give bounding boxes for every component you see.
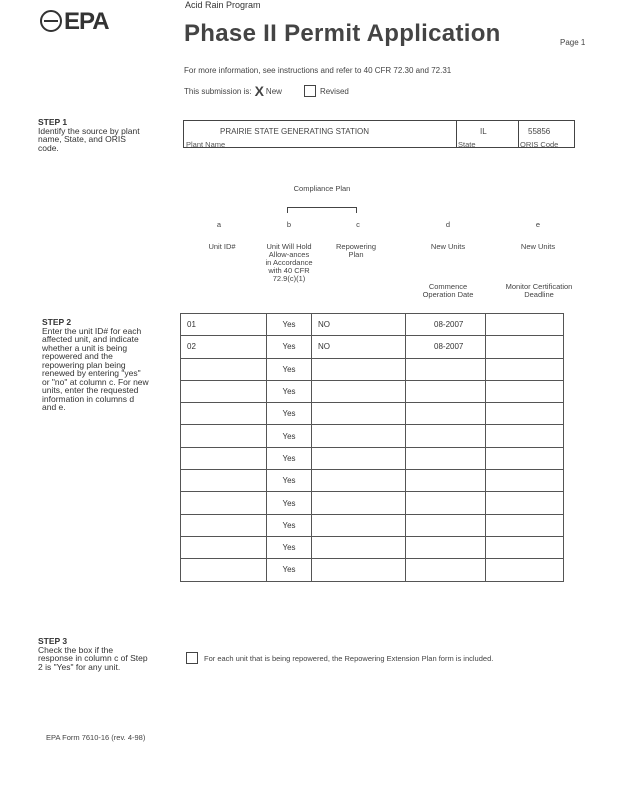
revised-checkbox[interactable] — [304, 85, 316, 97]
monitor-deadline-cell[interactable] — [486, 447, 564, 469]
hold-allowances-cell[interactable]: Yes — [267, 514, 312, 536]
commence-date-cell[interactable] — [406, 470, 486, 492]
hold-allowances-cell[interactable]: Yes — [267, 380, 312, 402]
table-row — [181, 358, 564, 380]
table-row — [181, 514, 564, 536]
monitor-deadline-cell[interactable] — [486, 559, 564, 581]
unit-id-cell[interactable] — [181, 425, 267, 447]
table-row — [181, 314, 564, 336]
table-row — [181, 492, 564, 514]
repowering-cell[interactable] — [312, 447, 406, 469]
col-letter-e: e — [535, 220, 541, 229]
commence-date-cell[interactable] — [406, 559, 486, 581]
col-letter-b: b — [286, 220, 292, 229]
commence-date-cell[interactable] — [406, 514, 486, 536]
repowering-cell[interactable] — [312, 403, 406, 425]
program-name: Acid Rain Program — [185, 0, 261, 10]
unit-id-cell[interactable] — [181, 536, 267, 558]
hold-allowances-cell[interactable]: Yes — [267, 447, 312, 469]
logo-text: EPA — [64, 8, 109, 35]
unit-id-cell[interactable] — [181, 492, 267, 514]
commence-date-cell[interactable] — [406, 425, 486, 447]
hold-allowances-cell[interactable]: Yes — [267, 470, 312, 492]
table-row — [181, 425, 564, 447]
monitor-deadline-cell[interactable] — [486, 358, 564, 380]
unit-id-cell[interactable]: 01 — [181, 314, 267, 336]
new-check-mark[interactable]: X — [254, 83, 264, 99]
step1-heading: STEP 1 — [38, 117, 68, 127]
commence-date-cell[interactable]: 08-2007 — [406, 314, 486, 336]
monitor-deadline-cell[interactable] — [486, 514, 564, 536]
state-value: IL — [480, 127, 487, 136]
submission-label: This submission is: — [184, 86, 252, 96]
unit-id-cell[interactable] — [181, 358, 267, 380]
monitor-deadline-cell[interactable] — [486, 470, 564, 492]
col-subheader-monitor: Monitor Certification Deadline — [505, 282, 573, 299]
commence-date-cell[interactable] — [406, 403, 486, 425]
monitor-deadline-cell[interactable] — [486, 425, 564, 447]
hold-allowances-cell[interactable]: Yes — [267, 403, 312, 425]
col-header-repowering-plan: Repowering Plan — [335, 242, 377, 259]
step1-instructions — [38, 118, 148, 152]
hold-allowances-cell[interactable]: Yes — [267, 492, 312, 514]
commence-date-cell[interactable] — [406, 358, 486, 380]
unit-id-cell[interactable] — [181, 380, 267, 402]
state-label: State — [458, 140, 476, 149]
hold-allowances-cell[interactable]: Yes — [267, 536, 312, 558]
table-row — [181, 536, 564, 558]
commence-date-cell[interactable] — [406, 447, 486, 469]
unit-id-cell[interactable] — [181, 447, 267, 469]
form-number: EPA Form 7610-16 (rev. 4-98) — [46, 733, 146, 742]
hold-allowances-cell[interactable]: Yes — [267, 559, 312, 581]
oris-value: 55856 — [528, 127, 551, 136]
commence-date-cell[interactable] — [406, 492, 486, 514]
step2-instructions — [42, 318, 150, 412]
col-header-new-units-e: New Units — [520, 242, 556, 251]
repowering-cell[interactable] — [312, 358, 406, 380]
commence-date-cell[interactable] — [406, 536, 486, 558]
page-number: Page 1 — [560, 38, 586, 47]
col-header-hold-allowances: Unit Will Hold Allow-ances in Accordance with 40 CFR 72.9(c)(1) — [265, 242, 313, 283]
table-row — [181, 380, 564, 402]
col-header-new-units-d: New Units — [430, 242, 466, 251]
step1-text: Identify the source by plant name, State, and ORIS code. — [38, 125, 140, 153]
monitor-deadline-cell[interactable] — [486, 380, 564, 402]
hold-allowances-cell[interactable]: Yes — [267, 314, 312, 336]
unit-id-cell[interactable] — [181, 403, 267, 425]
plant-name-value: PRAIRIE STATE GENERATING STATION — [220, 127, 370, 136]
table-row — [181, 336, 564, 358]
step3-text: Check the box if the response in column c of Step 2 is "Yes" for any unit. — [38, 644, 148, 672]
table-row — [181, 470, 564, 492]
submission-type — [184, 83, 349, 99]
commence-date-cell[interactable] — [406, 380, 486, 402]
step2-heading: STEP 2 — [42, 317, 72, 327]
repowering-extension-checkbox[interactable] — [186, 652, 198, 664]
repowering-cell[interactable] — [312, 380, 406, 402]
epa-logo — [40, 8, 109, 36]
table-row — [181, 403, 564, 425]
plant-name-label: Plant Name — [186, 140, 226, 149]
oris-cell[interactable] — [518, 121, 573, 147]
col-letter-d: d — [445, 220, 451, 229]
col-subheader-commence: Commence Operation Date — [422, 282, 474, 299]
compliance-plan-bracket — [287, 207, 357, 213]
new-label: New — [265, 86, 282, 96]
info-text: For more information, see instructions and refer to 40 CFR 72.30 and 72.31 — [184, 66, 452, 75]
plant-info-box — [183, 120, 575, 148]
monitor-deadline-cell[interactable] — [486, 492, 564, 514]
unit-id-cell[interactable] — [181, 559, 267, 581]
step3-instructions — [38, 637, 148, 671]
repowering-cell[interactable] — [312, 514, 406, 536]
hold-allowances-cell[interactable]: Yes — [267, 358, 312, 380]
table-row — [181, 559, 564, 581]
monitor-deadline-cell[interactable] — [486, 314, 564, 336]
state-cell[interactable] — [456, 121, 519, 147]
repowering-cell[interactable] — [312, 559, 406, 581]
page-title: Phase II Permit Application — [184, 20, 501, 47]
hold-allowances-cell[interactable]: Yes — [267, 336, 312, 358]
revised-label: Revised — [319, 86, 349, 96]
commence-date-cell[interactable]: 08-2007 — [406, 336, 486, 358]
plant-name-cell[interactable] — [184, 121, 457, 147]
col-letter-c: c — [356, 220, 360, 229]
monitor-deadline-cell[interactable] — [486, 536, 564, 558]
oris-label: ORIS Code — [520, 140, 559, 149]
repowering-cell[interactable] — [312, 492, 406, 514]
compliance-plan-header: Compliance Plan — [293, 184, 351, 193]
unit-id-cell[interactable]: 02 — [181, 336, 267, 358]
step3-heading: STEP 3 — [38, 636, 68, 646]
repowering-cell[interactable]: NO — [312, 314, 406, 336]
col-header-unit-id: Unit ID# — [208, 242, 236, 251]
table-row — [181, 447, 564, 469]
repowering-confirmation — [186, 652, 493, 664]
units-table — [180, 313, 564, 582]
repowering-cell[interactable] — [312, 470, 406, 492]
monitor-deadline-cell[interactable] — [486, 336, 564, 358]
epa-globe-icon — [40, 10, 62, 32]
repowering-cell[interactable] — [312, 536, 406, 558]
repowering-cell[interactable]: NO — [312, 336, 406, 358]
unit-id-cell[interactable] — [181, 514, 267, 536]
repowering-cell[interactable] — [312, 425, 406, 447]
step2-text: Enter the unit ID# for each affected unit, and indicate whether a unit is being repowered and the repowering plan being renewed by entering "yes" or "no" at column c. For new units, enter the requested information in columns d and e. — [42, 325, 149, 412]
repowering-confirmation-text: For each unit that is being repowered, the Repowering Extension Plan form is included. — [204, 653, 494, 663]
monitor-deadline-cell[interactable] — [486, 403, 564, 425]
unit-id-cell[interactable] — [181, 470, 267, 492]
col-letter-a: a — [216, 220, 222, 229]
hold-allowances-cell[interactable]: Yes — [267, 425, 312, 447]
